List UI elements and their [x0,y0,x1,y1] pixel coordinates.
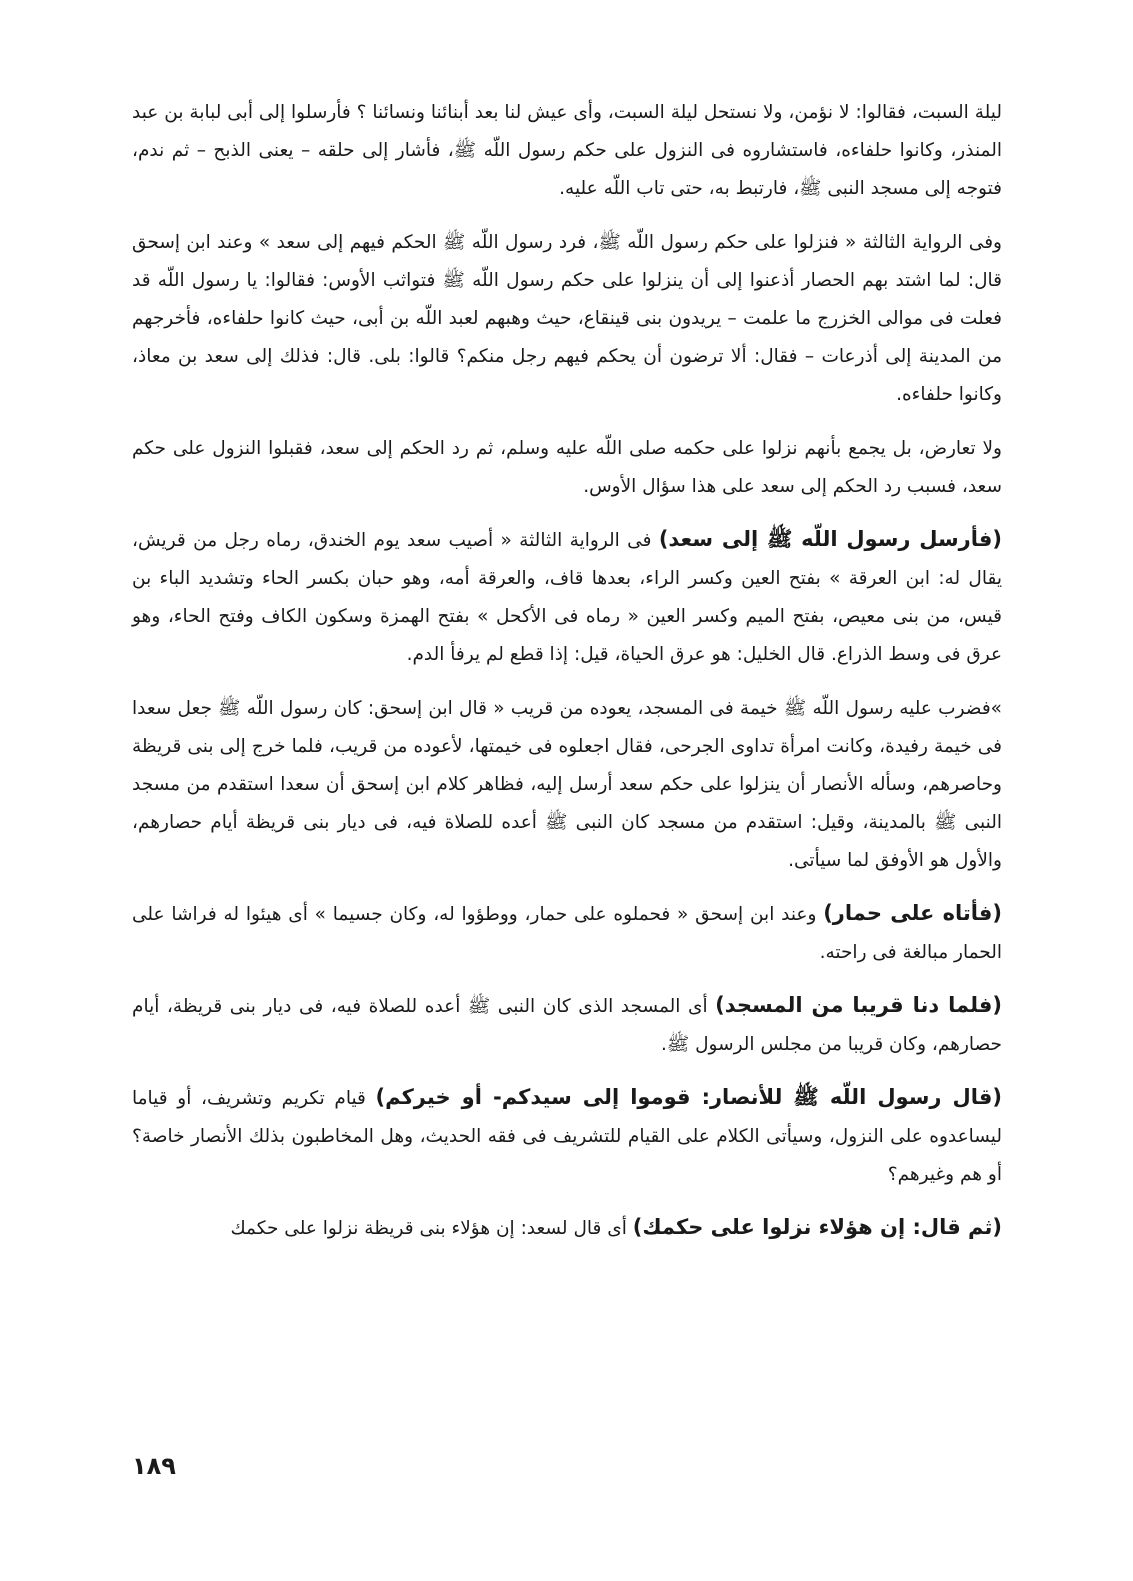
paragraph-7-text: أى المسجد الذى كان النبى ﷺ أعده للصلاة فيه، فى ديار بنى قريظة، أيام حصارهم، وكان قريبا من مجلس الرسول ﷺ. [132,996,1002,1055]
paragraph-2 [132,222,1002,414]
paragraph-1 [132,92,1002,208]
paragraph-3 [132,428,1002,506]
body-text [132,92,1002,1262]
paragraph-6 [132,894,1002,972]
paragraph-4-text: فى الرواية الثالثة « أصيب سعد يوم الخندق، رماه رجل من قريش، يقال له: ابن العرقة » بفتح العين وكسر الراء، بعدها قاف، والعرقة أمه، وهو حبان بكسر الحاء وتشديد الباء بن قيس، من بنى معيص، بفتح الميم وكسر العين « رماه فى الأكحل » بفتح الهمزة وسكون الكاف وفتح الحاء، وهو عرق فى وسط الذراع. قال الخليل: هو عرق الحياة، قيل: إذا قطع لم يرفأ الدم. [132,530,1002,665]
paragraph-7-lead: (فلما دنا قريبا من المسجد) [715,993,1002,1017]
paragraph-7 [132,986,1002,1064]
paragraph-2-text: وفى الرواية الثالثة « فنزلوا على حكم رسول اللّه ﷺ، فرد رسول اللّه ﷺ الحكم فيهم إلى سعد » وعند ابن إسحق قال: لما اشتد بهم الحصار أذعنوا إلى أن ينزلوا على حكم رسول اللّه ﷺ فتواثب الأوس: فقالوا: يا رسول اللّه قد فعلت فى موالى الخزرج ما علمت – يريدون بنى قينقاع، حيث وهبهم لعبد اللّه بن أبى، حيث كانوا حلفاءه، فأخرجهم من المدينة إلى أذرعات – فقال: ألا ترضون أن يحكم فيهم رجل منكم؟ قالوا: بلى. قال: فذلك إلى سعد بن معاذ، وكانوا حلفاءه. [132,232,1002,405]
paragraph-4-lead: (فأرسل رسول اللّه ﷺ إلى سعد) [658,527,1002,551]
page-number: ١٨٩ [132,1452,176,1480]
paragraph-8-text: قيام تكريم وتشريف، أو قياما ليساعدوه على النزول، وسيأتى الكلام على القيام للتشريف فى فقه الحديث، وهل المخاطبون بذلك الأنصار خاصة؟ أو هم وغيرهم؟ [132,1088,1002,1185]
paragraph-9-lead: (ثم قال: إن هؤلاء نزلوا على حكمك) [632,1215,1002,1239]
paragraph-4 [132,520,1002,674]
paragraph-8-lead: (قال رسول اللّه ﷺ للأنصار: قوموا إلى سيدكم- أو خيركم) [375,1085,1002,1109]
paragraph-9-text: أى قال لسعد: إن هؤلاء بنى قريظة نزلوا على حكمك [230,1218,633,1239]
paragraph-5 [132,688,1002,880]
paragraph-3-text: ولا تعارض، بل يجمع بأنهم نزلوا على حكمه صلى اللّه عليه وسلم، ثم رد الحكم إلى سعد، فقبلوا النزول على حكم سعد، فسبب رد الحكم إلى سعد على هذا سؤال الأوس. [132,438,1002,497]
paragraph-1-text: ليلة السبت، فقالوا: لا نؤمن، ولا نستحل ليلة السبت، وأى عيش لنا بعد أبنائنا ونسائنا ؟ فأرسلوا إلى أبى لبابة بن عبد المنذر، وكانوا حلفاءه، فاستشاروه فى النزول على حكم رسول اللّه ﷺ، فأشار إلى حلقه – يعنى الذبح – ثم ندم، فتوجه إلى مسجد النبى ﷺ، فارتبط به، حتى تاب اللّه عليه. [132,102,1002,199]
paragraph-8 [132,1078,1002,1194]
paragraph-5-text: »فضرب عليه رسول اللّه ﷺ خيمة فى المسجد، يعوده من قريب « قال ابن إسحق: كان رسول اللّه ﷺ جعل سعدا فى خيمة رفيدة، وكانت امرأة تداوى الجرحى، فقال اجعلوه فى خيمتها، لأعوده من قريب، فلما خرج إلى بنى قريظة وحاصرهم، وسأله الأنصار أن ينزلوا على حكم سعد أرسل إليه، فظاهر كلام ابن إسحق أن سعدا استقدم من مسجد النبى ﷺ بالمدينة، وقيل: استقدم من مسجد كان النبى ﷺ أعده للصلاة فيه، فى ديار بنى قريظة أيام حصارهم، والأول هو الأوفق لما سيأتى. [132,698,1002,871]
paragraph-9 [132,1208,1002,1248]
paragraph-6-lead: (فأتاه على حمار) [823,901,1002,925]
paragraph-6-text: وعند ابن إسحق « فحملوه على حمار، ووطؤوا له، وكان جسيما » أى هيئوا له فراشا على الحمار مبالغة فى راحته. [132,904,1002,963]
